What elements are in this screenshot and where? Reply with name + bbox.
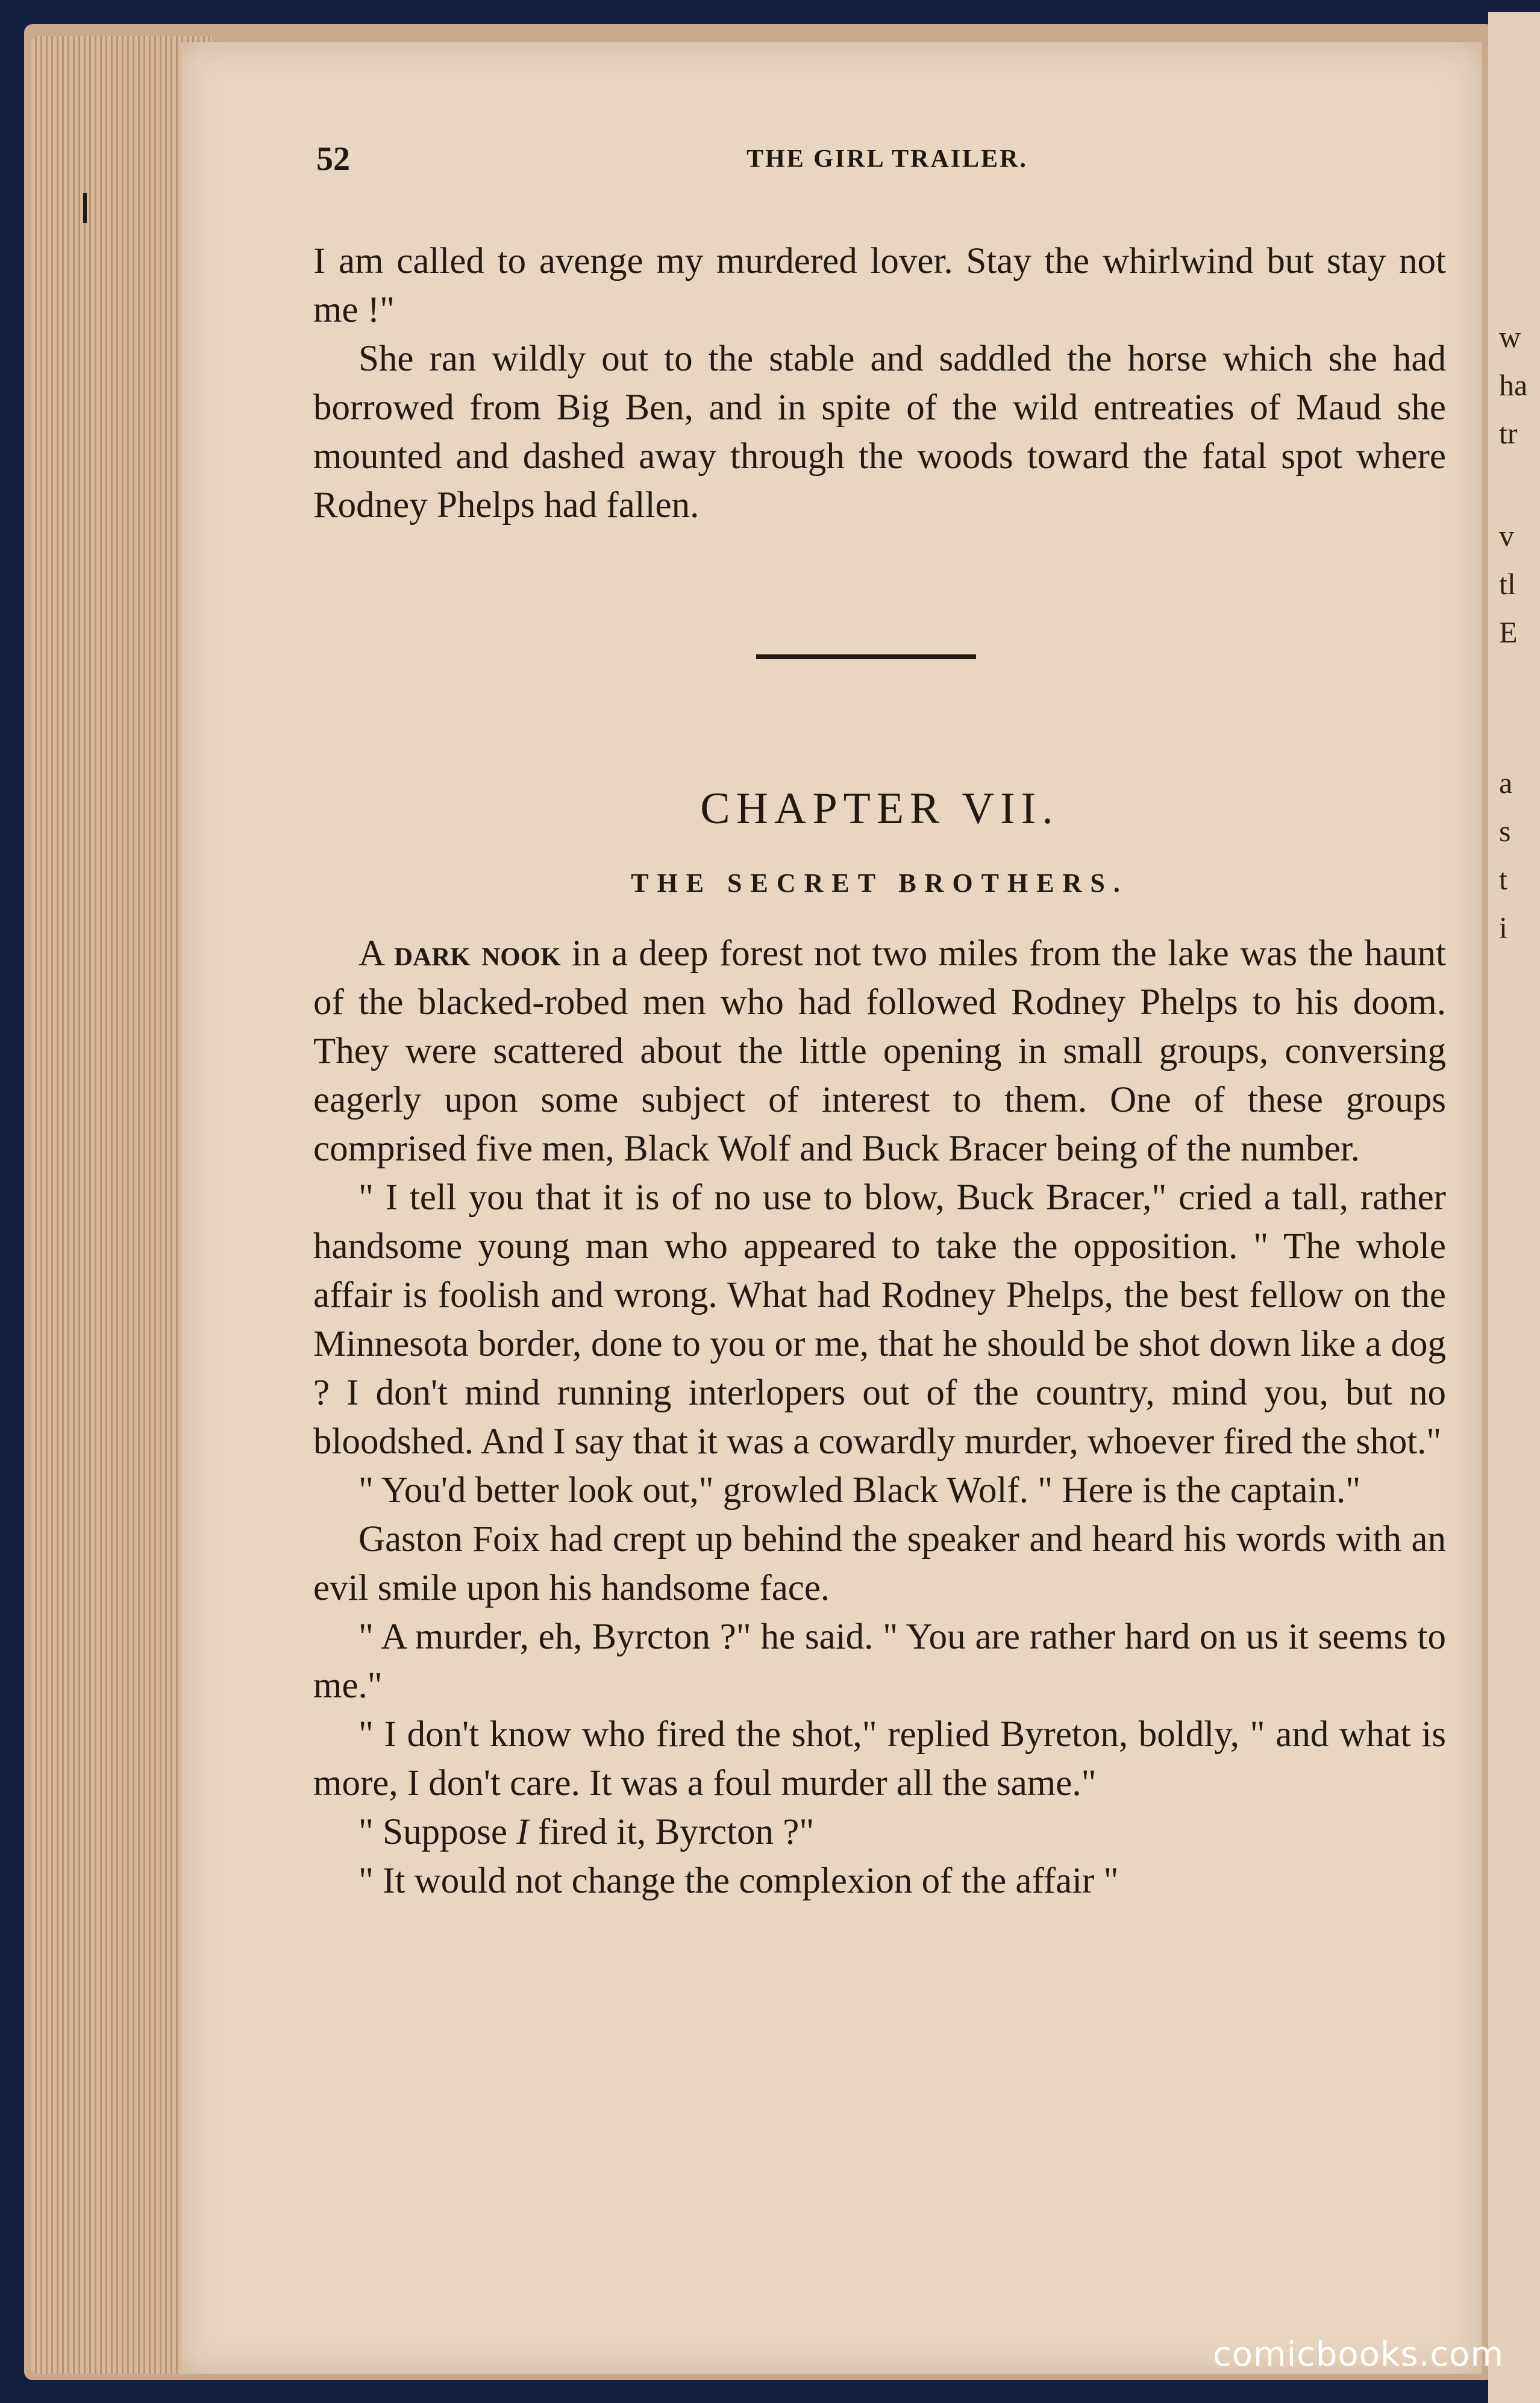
- chapter-title: CHAPTER VII.: [700, 784, 1059, 833]
- chapter-text: [313, 929, 1446, 1905]
- facing-page-fragment: a: [1499, 766, 1513, 800]
- facing-page-fragment: t: [1499, 862, 1507, 896]
- paragraph: " I tell you that it is of no use to blow, Buck Bracer," cried a tall, rather handsome young man who appeared to take the opposition. " The whole affair is foolish and wrong. What had Rodney Phelps, the best fellow on the Minnesota border, done to you or me, that he should be shot down like a dog ? I don't mind running interlopers out of the country, mind you, but no bloodshed. And I say that it was a cowardly murder, whoever fired the shot.": [313, 1177, 1446, 1462]
- suppose-after: fired it, Byrcton ?": [528, 1812, 815, 1852]
- first-paragraph-rest: in a deep forest not two miles from the lake was the haunt of the blacked-robed men who had followed Rodney Phelps to his doom. They were scattered about the little opening in small groups, conversing eagerly upon some subject of interest to them. One of these groups comprised five men, Black Wolf and Buck Bracer being of the number.: [313, 933, 1446, 1169]
- chapter-first-paragraph: [313, 929, 1446, 1173]
- paragraph: Gaston Foix had crept up behind the speaker and heard his words with an evil smile upon his handsome face.: [313, 1519, 1446, 1608]
- facing-page-fragment: w: [1499, 320, 1521, 354]
- running-title: THE GIRL TRAILER.: [747, 145, 1028, 173]
- suppose-italic: I: [516, 1812, 529, 1852]
- facing-page-fragment: v: [1499, 519, 1514, 553]
- facing-page-fragment: tl: [1499, 567, 1516, 601]
- margin-mark: [83, 193, 87, 223]
- lead-smallcaps: dark nook: [394, 933, 561, 974]
- facing-page-fragment: tr: [1499, 416, 1518, 450]
- facing-page-fragment: ha: [1499, 368, 1528, 402]
- paragraph: " I don't know who fired the shot," replied Byreton, boldly, " and what is more, I don't care. It was a foul murder all the same.": [313, 1714, 1446, 1803]
- facing-page-fragment: s: [1499, 814, 1511, 848]
- watermark: comicbooks.com: [1212, 2335, 1504, 2374]
- paragraph-suppose: [313, 1808, 1446, 1856]
- opening-paragraph: She ran wildly out to the stable and saddled the horse which she had borrowed from Big Ben, and in spite of the wild entreaties of Maud she mounted and dashed away through the woods toward the fatal spot where Rodney Phelps had fallen.: [313, 339, 1446, 525]
- page-number: 52: [316, 140, 350, 178]
- chapter-subtitle: THE SECRET BROTHERS.: [631, 868, 1128, 898]
- paragraph-last: " It would not change the complexion of the affair ": [358, 1861, 1119, 1901]
- facing-page-edge: [1488, 12, 1540, 2403]
- paragraph: " A murder, eh, Byrcton ?" he said. " You are rather hard on us it seems to me.": [313, 1617, 1446, 1706]
- running-header: [316, 140, 1458, 188]
- lead-word: A: [358, 933, 383, 974]
- opening-paragraph: I am called to avenge my murdered lover. Stay the whirlwind but stay not me !": [313, 241, 1446, 330]
- paragraph: " You'd better look out," growled Black Wolf. " Here is the captain.": [358, 1470, 1361, 1511]
- section-divider: [756, 654, 976, 659]
- suppose-before: " Suppose: [358, 1812, 517, 1852]
- facing-page-fragment: i: [1499, 910, 1507, 944]
- facing-page-fragment: E: [1499, 615, 1518, 649]
- opening-text: [313, 237, 1446, 530]
